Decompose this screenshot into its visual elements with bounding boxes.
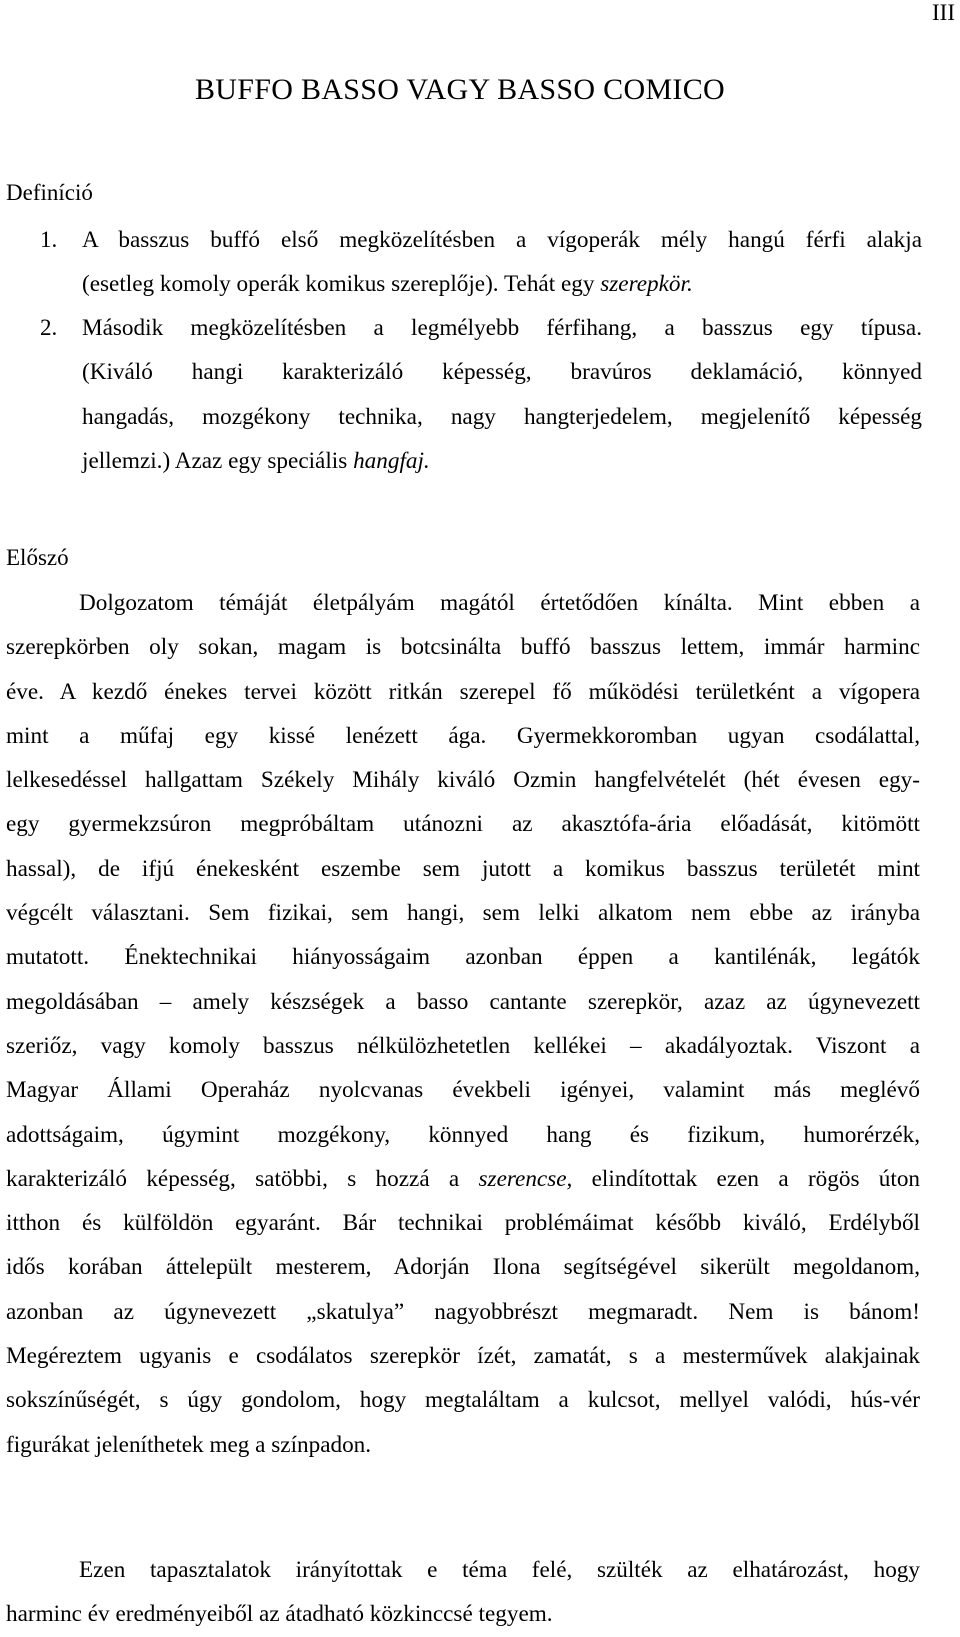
text-line: (Kiváló hangi karakterizáló képesség, bravúros deklamáció, könnyed bbox=[82, 359, 922, 386]
text-line: azonban az úgynevezett „skatulya” nagyobbrészt megmaradt. Nem is bánom! bbox=[6, 1298, 920, 1325]
text-line: egy gyermekzsúron megpróbáltam utánozni az akasztófa-ária előadását, kitömött bbox=[6, 811, 920, 838]
text-line bbox=[6, 1157, 920, 1201]
text-line: mint a műfaj egy kissé lenézett ága. Gyermekkoromban ugyan csodálattal, bbox=[6, 722, 920, 749]
text-line: itthon és külföldön egyaránt. Bár technikai problémáimat később kiváló, Erdélyből bbox=[6, 1210, 920, 1237]
page-title: BUFFO BASSO VAGY BASSO COMICO bbox=[195, 73, 725, 106]
list-number-2: 2. bbox=[40, 315, 58, 340]
text-line: éve. A kezdő énekes tervei között ritkán szerepel fő működési területként a vígopera bbox=[6, 678, 920, 705]
text-line: Magyar Állami Operaház nyolcvanas évekbeli igényei, valamint más meglévő bbox=[6, 1077, 920, 1104]
definition-item-1 bbox=[82, 218, 922, 307]
text-line: lelkesedéssel hallgattam Székely Mihály kiváló Ozmin hangfelvételét (hét évesen egy- bbox=[6, 767, 920, 794]
text-line: hangadás, mozgékony technika, nagy hangterjedelem, megjelenítő képesség bbox=[82, 403, 922, 430]
foreword-heading: Előszó bbox=[6, 545, 69, 570]
definition-item-2 bbox=[82, 306, 922, 483]
text-segment: (esetleg komoly operák komikus szereplője). Tehát egy bbox=[82, 271, 595, 298]
definition-heading: Definíció bbox=[6, 180, 93, 205]
emphasis-text: szerepkör. bbox=[600, 271, 693, 298]
text-line: végcélt választani. Sem fizikai, sem hangi, sem lelki alkatom nem ebbe az irányba bbox=[6, 900, 920, 927]
text-line: harminc év eredményeiből az átadható közkinccsé tegyem. bbox=[6, 1601, 553, 1628]
text-segment: karakterizáló képesség, satöbbi, s hozzá a bbox=[6, 1165, 460, 1192]
text-line: mutatott. Énektechnikai hiányosságaim azonban éppen a kantilénák, legátók bbox=[6, 944, 920, 971]
text-line: adottságaim, úgymint mozgékony, könnyed hang és fizikum, humorérzék, bbox=[6, 1121, 920, 1148]
foreword-paragraph-1 bbox=[6, 581, 920, 1467]
text-line: sokszínűségét, s úgy gondolom, hogy megtaláltam a kulcsot, mellyel valódi, hús-vér bbox=[6, 1387, 920, 1414]
text-line: idős korában áttelepült mesterem, Adorján Ilona segítségével sikerült megoldanom, bbox=[6, 1254, 920, 1281]
text-line: Dolgozatom témáját életpályám magától értetődően kínálta. Mint ebben a bbox=[79, 590, 920, 616]
text-line: szeriőz, vagy komoly basszus nélkülözhetetlen kellékei – akadályoztak. Viszont a bbox=[6, 1032, 920, 1059]
foreword-paragraph-2 bbox=[6, 1548, 920, 1637]
list-number-1: 1. bbox=[40, 227, 58, 252]
text-line bbox=[82, 262, 922, 306]
text-segment: jellemzi.) Azaz egy speciális bbox=[82, 447, 348, 474]
emphasis-text: szerencse, bbox=[478, 1165, 573, 1192]
text-line: megoldásában – amely készségek a basso cantante szerepkör, azaz az úgynevezett bbox=[6, 988, 920, 1015]
text-segment: elindítottak ezen a rögös úton bbox=[591, 1165, 921, 1192]
text-line: Második megközelítésben a legmélyebb férfihang, a basszus egy típusa. bbox=[82, 315, 922, 341]
text-line: Megéreztem ugyanis e csodálatos szerepkör ízét, zamatát, s a mesterművek alakjainak bbox=[6, 1343, 920, 1370]
text-line: hassal), de ifjú énekesként eszembe sem jutott a komikus basszus területét mint bbox=[6, 855, 920, 882]
emphasis-text: hangfaj. bbox=[353, 447, 430, 474]
page-number: III bbox=[932, 0, 955, 25]
text-line bbox=[82, 439, 922, 483]
text-line: Ezen tapasztalatok irányítottak e téma felé, szülték az elhatározást, hogy bbox=[79, 1557, 920, 1583]
text-line: figurákat jeleníthetek meg a színpadon. bbox=[6, 1431, 372, 1458]
text-line: szerepkörben oly sokan, magam is botcsinálta buffó basszus lettem, immár harminc bbox=[6, 634, 920, 661]
text-line: A basszus buffó első megközelítésben a vígoperák mély hangú férfi alakja bbox=[82, 227, 922, 253]
